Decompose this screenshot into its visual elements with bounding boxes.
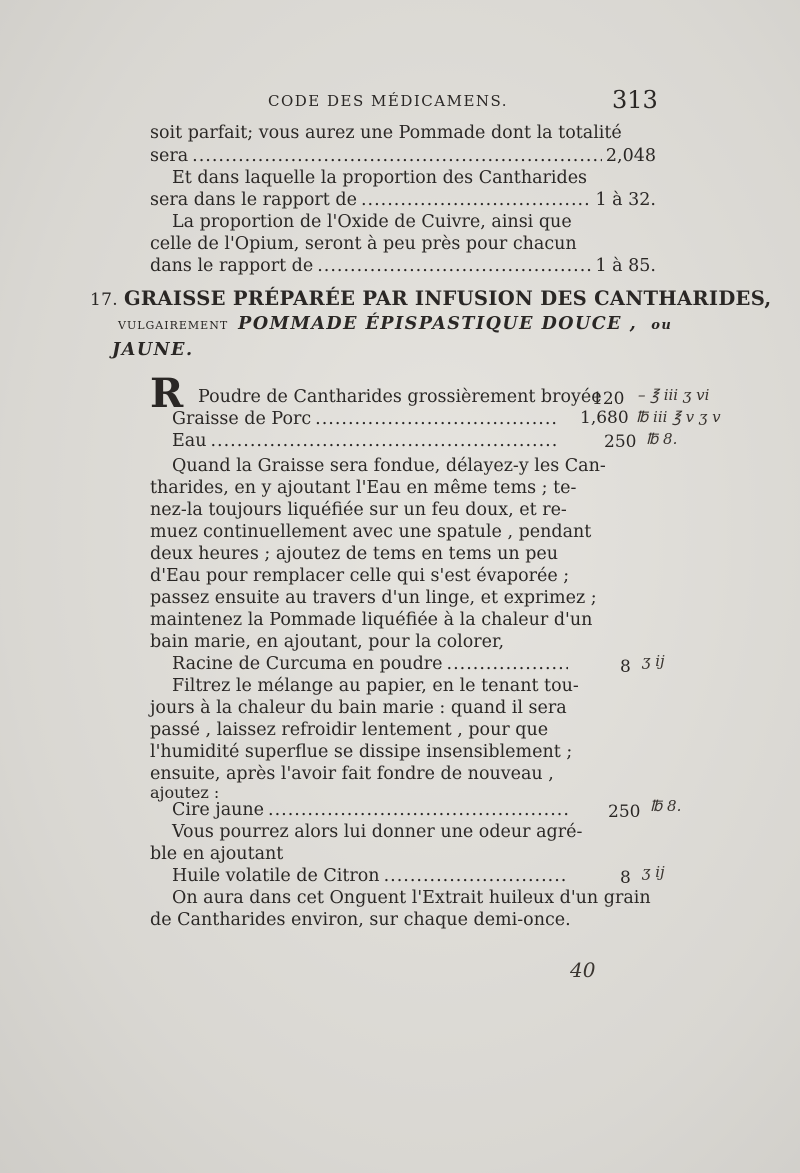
text-line: On aura dans cet Onguent l'Extrait huileux d'un grain [172,888,651,908]
text-line: de Cantharides environ, sur chaque demi-once. [150,910,571,930]
handwritten-note: ℔ iii ℥ v ʒ v [636,408,721,426]
text-line: Filtrez le mélange au papier, en le tenant tou- [172,676,579,696]
ingredient-qty: 1,680 [580,408,629,428]
ingredient-qty: 8 [620,657,631,677]
ingredient-line: Eau ..... [172,430,562,452]
text-line: d'Eau pour remplacer celle qui s'est évaporée ; [150,566,570,586]
ingredient-qty: 250 [604,432,637,452]
text-line: bain marie, en ajoutant, pour la colorer, [150,632,505,652]
page-number: 313 [612,86,658,114]
handwritten-note: ʒ ij [642,863,665,881]
ingredient-line: Huile volatile de Citron ..... [172,865,572,887]
handwritten-page-mark: 40 [570,958,596,982]
text-line: ajoutez : [150,783,220,802]
ingredient-qty: 120 [592,389,625,409]
text-line: Et dans laquelle la proportion des Cantharides [172,168,588,188]
text-line: ble en ajoutant [150,844,284,864]
handwritten-note: – ℥ iii ʒ vi [638,386,710,404]
ingredient-qty: 250 [608,802,641,822]
text-line: maintenez la Pommade liquéfiée à la chaleur d'un [150,610,593,630]
text-line: jours à la chaleur du bain marie : quand il sera [150,698,567,718]
text-line: ensuite, après l'avoir fait fondre de nouveau , [150,764,554,784]
section-heading [90,287,772,310]
ingredient-line: Graisse de Porc ..... [172,408,562,430]
handwritten-note: ʒ ij [642,652,665,670]
leader-line: dans le rapport de ..... 1 à 85. [150,255,656,277]
section-subtitle [118,314,672,334]
remedy-name: POMMADE ÉPISPASTIQUE DOUCE , [238,314,638,334]
ingredient-line: Cire jaune ..... [172,799,572,821]
recipe-symbol: R [150,370,184,417]
text-line: passé , laissez refroidir lentement , pour que [150,720,549,740]
ingredient-qty: 8 [620,868,631,888]
text-line: celle de l'Opium, seront à peu près pour chacun [150,234,577,254]
running-header: CODE DES MÉDICAMENS. [268,92,509,110]
text-line: muez continuellement avec une spatule , pendant [150,522,592,542]
text-line: passez ensuite au travers d'un linge, et exprimez ; [150,588,597,608]
vulgairement-label: VULGAIREMENT [118,319,229,332]
text-line: La proportion de l'Oxide de Cuivre, ainsi que [172,212,572,232]
or-label: ou [651,318,673,333]
text-line: nez-la toujours liquéfiée sur un feu doux, et re- [150,500,567,520]
text-line: soit parfait; vous aurez une Pommade dont la totalité [150,123,622,143]
text-line: Quand la Graisse sera fondue, délayez-y les Can- [172,456,606,476]
text-line: tharides, en y ajoutant l'Eau en même tems ; te- [150,478,577,498]
leader-line: sera ..... 2,048 [150,145,656,167]
handwritten-note: ℔ 8. [646,430,678,448]
section-title: GRAISSE PRÉPARÉE PAR INFUSION DES CANTHARIDES, [123,287,772,310]
text-line: l'humidité superflue se dissipe insensiblement ; [150,742,573,762]
ingredient-line: Poudre de Cantharides grossièrement broyée [198,387,602,407]
ingredient-line: Racine de Curcuma en poudre ..... [172,653,572,675]
text-line: Vous pourrez alors lui donner une odeur agré- [172,822,583,842]
text-line: deux heures ; ajoutez de tems en tems un peu [150,544,559,564]
remedy-name-cont: JAUNE. [112,340,194,360]
section-number: 17. [90,290,118,310]
leader-line: sera dans le rapport de ..... 1 à 32. [150,189,656,211]
handwritten-note: ℔ 8. [650,797,682,815]
